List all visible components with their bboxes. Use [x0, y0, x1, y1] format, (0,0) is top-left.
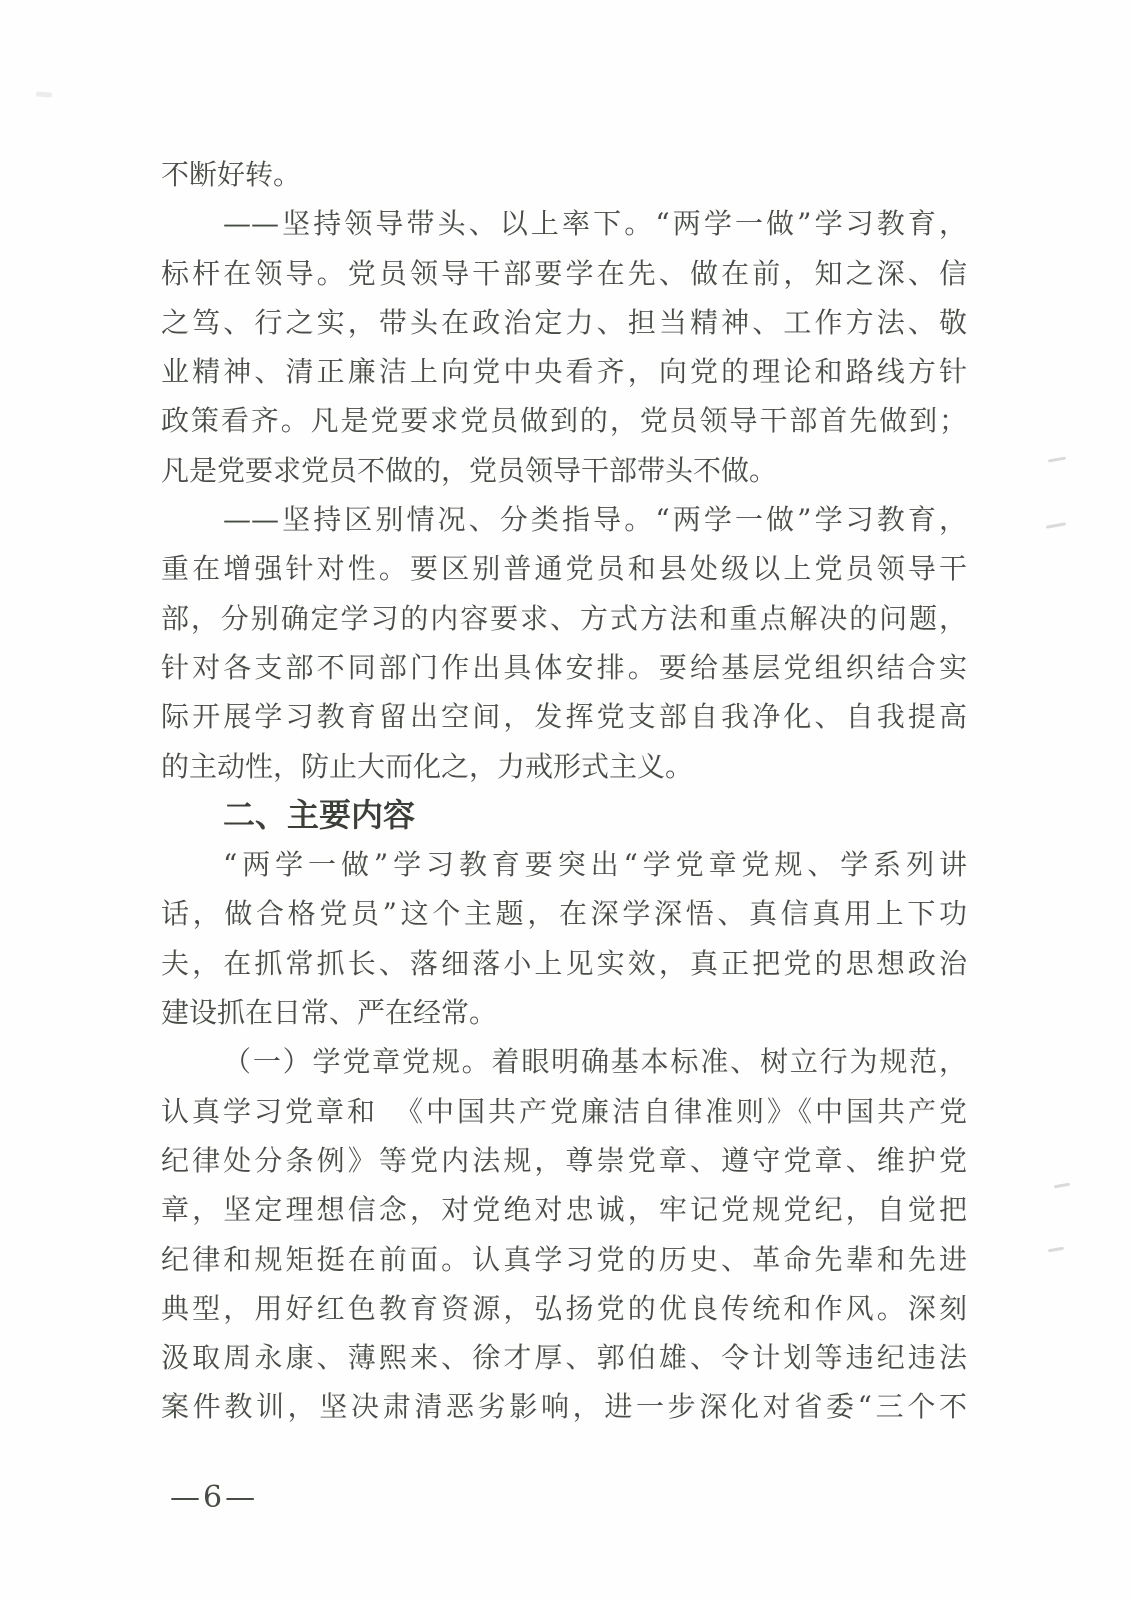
text-line: 际开展学习教育留出空间，发挥党支部自我净化、自我提高	[161, 700, 967, 734]
scan-artifact	[1054, 1183, 1070, 1189]
text-line: 的主动性，防止大而化之，力戒形式主义。	[161, 749, 694, 783]
text-line: 部，分别确定学习的内容要求、方式方法和重点解决的问题，	[161, 601, 967, 635]
text-line: 政策看齐。凡是党要求党员做到的，党员领导干部首先做到；	[161, 404, 967, 438]
text-line: 汲取周永康、薄熙来、徐才厚、郭伯雄、令计划等违纪违法	[161, 1341, 967, 1375]
text-line: 不断好转。	[161, 158, 302, 191]
text-line: 之笃、行之实，带头在政治定力、担当精神、工作方法、敬	[161, 305, 967, 339]
text-line: 纪律和规矩挺在前面。认真学习党的历史、革命先辈和先进	[161, 1242, 967, 1276]
scan-artifact	[1048, 456, 1066, 462]
text-line: （一）学党章党规。着眼明确基本标准、树立行为规范，	[223, 1045, 967, 1079]
text-line: “两学一做”学习教育要突出“学党章党规、学系列讲	[223, 848, 967, 882]
text-line: ——坚持区别情况、分类指导。“两学一做”学习教育，	[223, 503, 967, 537]
scan-artifact	[1048, 1247, 1064, 1253]
text-line: 标杆在领导。党员领导干部要学在先、做在前，知之深、信	[161, 256, 967, 290]
text-line: 认真学习党章和 《中国共产党廉洁自律准则》《中国共产党	[161, 1094, 967, 1128]
text-line: 凡是党要求党员不做的，党员领导干部带头不做。	[161, 453, 778, 487]
text-line: 话，做合格党员”这个主题，在深学深悟、真信真用上下功	[161, 897, 967, 931]
text-line: ——坚持领导带头、以上率下。“两学一做”学习教育，	[223, 207, 967, 241]
section-heading: 二、主要内容	[223, 795, 416, 834]
text-line: 业精神、清正廉洁上向党中央看齐，向党的理论和路线方针	[161, 355, 967, 389]
text-line: 针对各支部不同部门作出具体安排。要给基层党组织结合实	[161, 650, 967, 684]
text-line: 章，坚定理想信念，对党绝对忠诚，牢记党规党纪，自觉把	[161, 1193, 967, 1227]
text-line: 典型，用好红色教育资源，弘扬党的优良传统和作风。深刻	[161, 1291, 967, 1325]
page-number: —6—	[170, 1480, 259, 1515]
document-body	[161, 150, 967, 1432]
text-line: 建设抓在日常、严在经常。	[161, 996, 498, 1030]
scan-artifact	[36, 91, 52, 97]
scan-artifact	[1046, 522, 1066, 528]
text-line: 纪律处分条例》等党内法规，尊崇党章、遵守党章、维护党	[161, 1143, 967, 1177]
text-line: 案件教训，坚决肃清恶劣影响，进一步深化对省委“三个不	[161, 1390, 967, 1424]
text-line: 夫，在抓常抓长、落细落小上见实效，真正把党的思想政治	[161, 946, 967, 980]
text-line: 重在增强针对性。要区别普通党员和县处级以上党员领导干	[161, 552, 967, 586]
